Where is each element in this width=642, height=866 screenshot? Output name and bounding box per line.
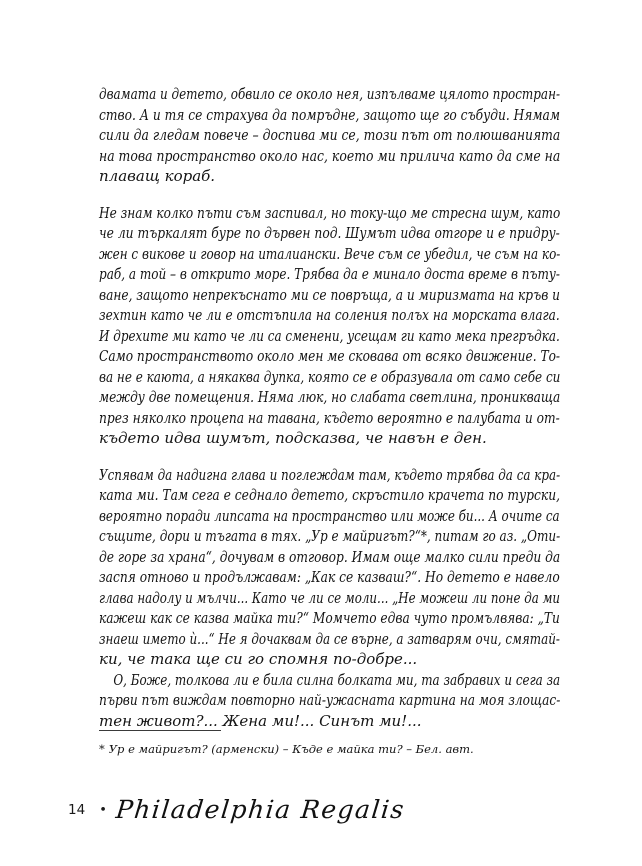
text-line: плаващ кораб.	[99, 167, 216, 185]
paragraph	[99, 84, 560, 187]
text-line: двамата и детето, обвило се около нея, изпълваме цялото простран-	[99, 85, 560, 103]
footnote-rule	[99, 730, 221, 731]
text-line: ва не е каюта, а някаква дупка, която се е образувала от само себе си	[99, 367, 561, 386]
text-line: де горе за храна“, дочувам в отговор. Имам още малко сили преди да	[99, 547, 561, 566]
text-line: на това пространство около нас, което ми прилича като да сме на	[99, 146, 561, 165]
text-line: между две помещения. Няма люк, но слабата светлина, проникваща	[99, 388, 561, 406]
footnote-marker: *	[99, 742, 105, 756]
text-line: Успявам да надигна глава и поглеждам там, където трябва да са кра-	[99, 465, 561, 484]
text-line: през няколко процепа на тавана, където вероятно е палубата и от-	[99, 408, 560, 427]
text-line: Само пространството около мен ме сковава от всяко движение. То-	[99, 347, 561, 365]
text-line: сили да гледам повече – доспива ми се, този път от полюшванията	[99, 126, 561, 144]
text-line: Не знам колко пъти съм заспивал, но току-що ме стресна шум, като	[99, 203, 561, 222]
paragraph	[99, 465, 560, 670]
text-line: където идва шумът, подсказва, че навън е ден.	[99, 429, 487, 447]
footnote-text	[99, 742, 560, 756]
text-line: ки, че така ще си го спомня по-добре...	[99, 650, 418, 668]
text-line: знаеш името ѝ...“ Не я дочаквам да се върне, а затварям очи, смятай-	[99, 629, 560, 648]
running-title: Philadelphia Regalis	[114, 795, 407, 824]
text-line: че ли търкалят буре по дървен под. Шумът идва отгоре и е придру-	[99, 224, 560, 242]
text-line: заспя отново и продължавам: „Как се казваш?“. Но детето е навело	[99, 568, 560, 586]
paragraph	[99, 670, 560, 732]
footnote-block	[99, 730, 560, 756]
text-line: кажеш как се казва майка ти?“ Момчето едва чуто промълвява: „Ти	[99, 609, 560, 627]
text-line: ката ми. Там сега е седнало детето, скръстило крачета по турски,	[99, 486, 561, 504]
footnote-body: Ур е майригът? (арменски) – Къде е майка ти? – Бел. авт.	[108, 742, 474, 756]
text-line: жен с викове и говор на италиански. Вече съм се убедил, че съм на ко-	[99, 244, 561, 263]
body-text	[99, 84, 560, 731]
text-line: първи път виждам повторно най-ужасната картина на моя злощас-	[99, 691, 561, 709]
text-line: ство. А и тя се страхува да помръдне, защото ще го събуди. Нямам	[99, 105, 560, 124]
text-line: ване, защото непрекъснато ми се повръща, а и миризмата на кръв и	[99, 285, 560, 304]
text-line: О, Боже, толкова ли е била силна болката ми, та забравих и сега за	[113, 670, 561, 689]
page-number: 14	[68, 801, 86, 818]
page-footer	[68, 795, 405, 824]
text-line: тен живот?... Жена ми!... Синът ми!...	[99, 711, 422, 730]
text-line: раб, а той – в открито море. Трябва да е минало доста време в пъту-	[99, 265, 560, 283]
text-line: зехтин като че ли е отстъпила на соления полъх на морската влага.	[99, 306, 560, 324]
paragraph	[99, 203, 560, 449]
text-line: същите, дори и тъгата в тях. „Ур е майригът?“*, питам го аз. „Оти-	[99, 527, 561, 545]
text-line: вероятно поради липсата на пространство или може би... А очите са	[99, 506, 560, 525]
text-line: И дрехите ми като че ли са сменени, усещам ги като мека прегръдка.	[99, 326, 560, 345]
footer-separator-dot: •	[99, 803, 107, 818]
text-line: глава надолу и мълчи... Като че ли се моли... „Не можеш ли поне да ми	[99, 588, 561, 607]
